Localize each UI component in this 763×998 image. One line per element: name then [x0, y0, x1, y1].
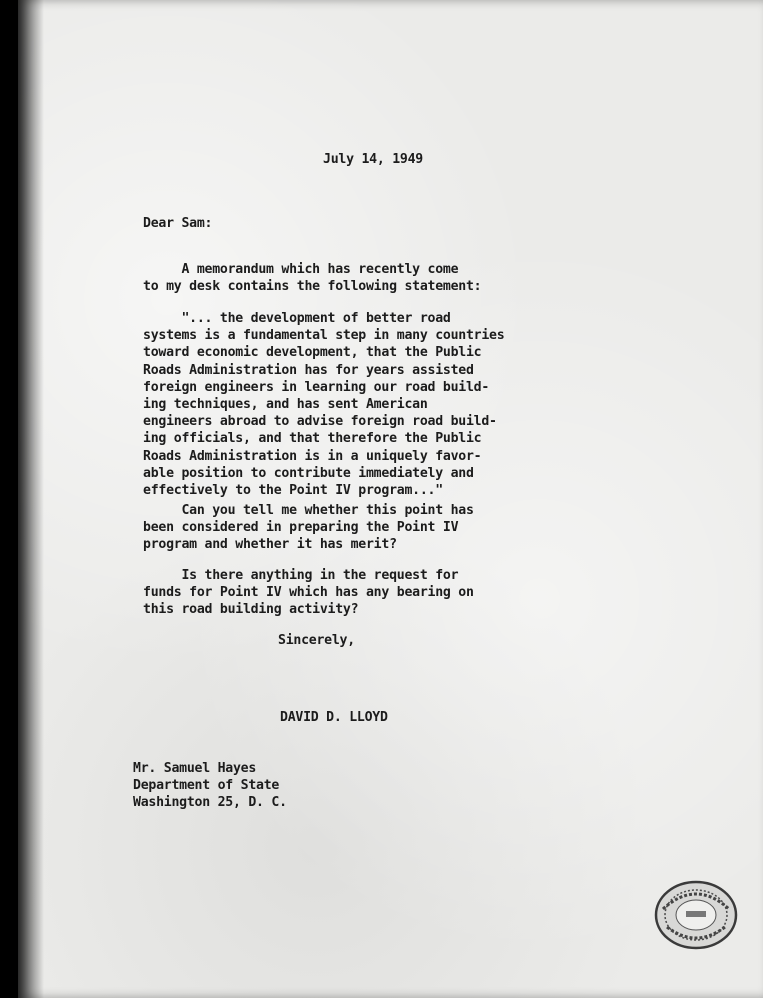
letter-paragraph-question: Can you tell me whether this point has been considered in preparing the Point IV program and whether it has merit? — [143, 503, 474, 553]
letter-salutation: Dear Sam: — [143, 216, 213, 231]
letter-paragraph-intro: A memorandum which has recently come to my desk contains the following statement: — [143, 262, 482, 295]
letter-page — [18, 0, 763, 998]
letter-closing: Sincerely, — [278, 633, 355, 648]
letter-paragraph-funds: Is there anything in the request for funds for Point IV which has any bearing on this road building activity? — [143, 568, 474, 618]
letter-date: July 14, 1949 — [323, 152, 423, 167]
page-edge-shadow — [18, 0, 44, 998]
recipient-address: Mr. Samuel Hayes Department of State Washington 25, D. C. — [133, 761, 287, 811]
letter-signer: DAVID D. LLOYD — [280, 710, 388, 725]
archive-seal-icon — [653, 879, 739, 951]
letter-quoted-statement: "... the development of better road systems is a fundamental step in many countries toward economic development, that the Public Roads Administration has for years assisted foreign engineers in learning our road build- ing techniques, and has sent American engineers abroad to advise foreign road build- ing officials, and that therefore the Public Roads Administration is in a uniquely favor- able position to contribute immediately and effectively to the Point IV program..." — [143, 311, 505, 499]
